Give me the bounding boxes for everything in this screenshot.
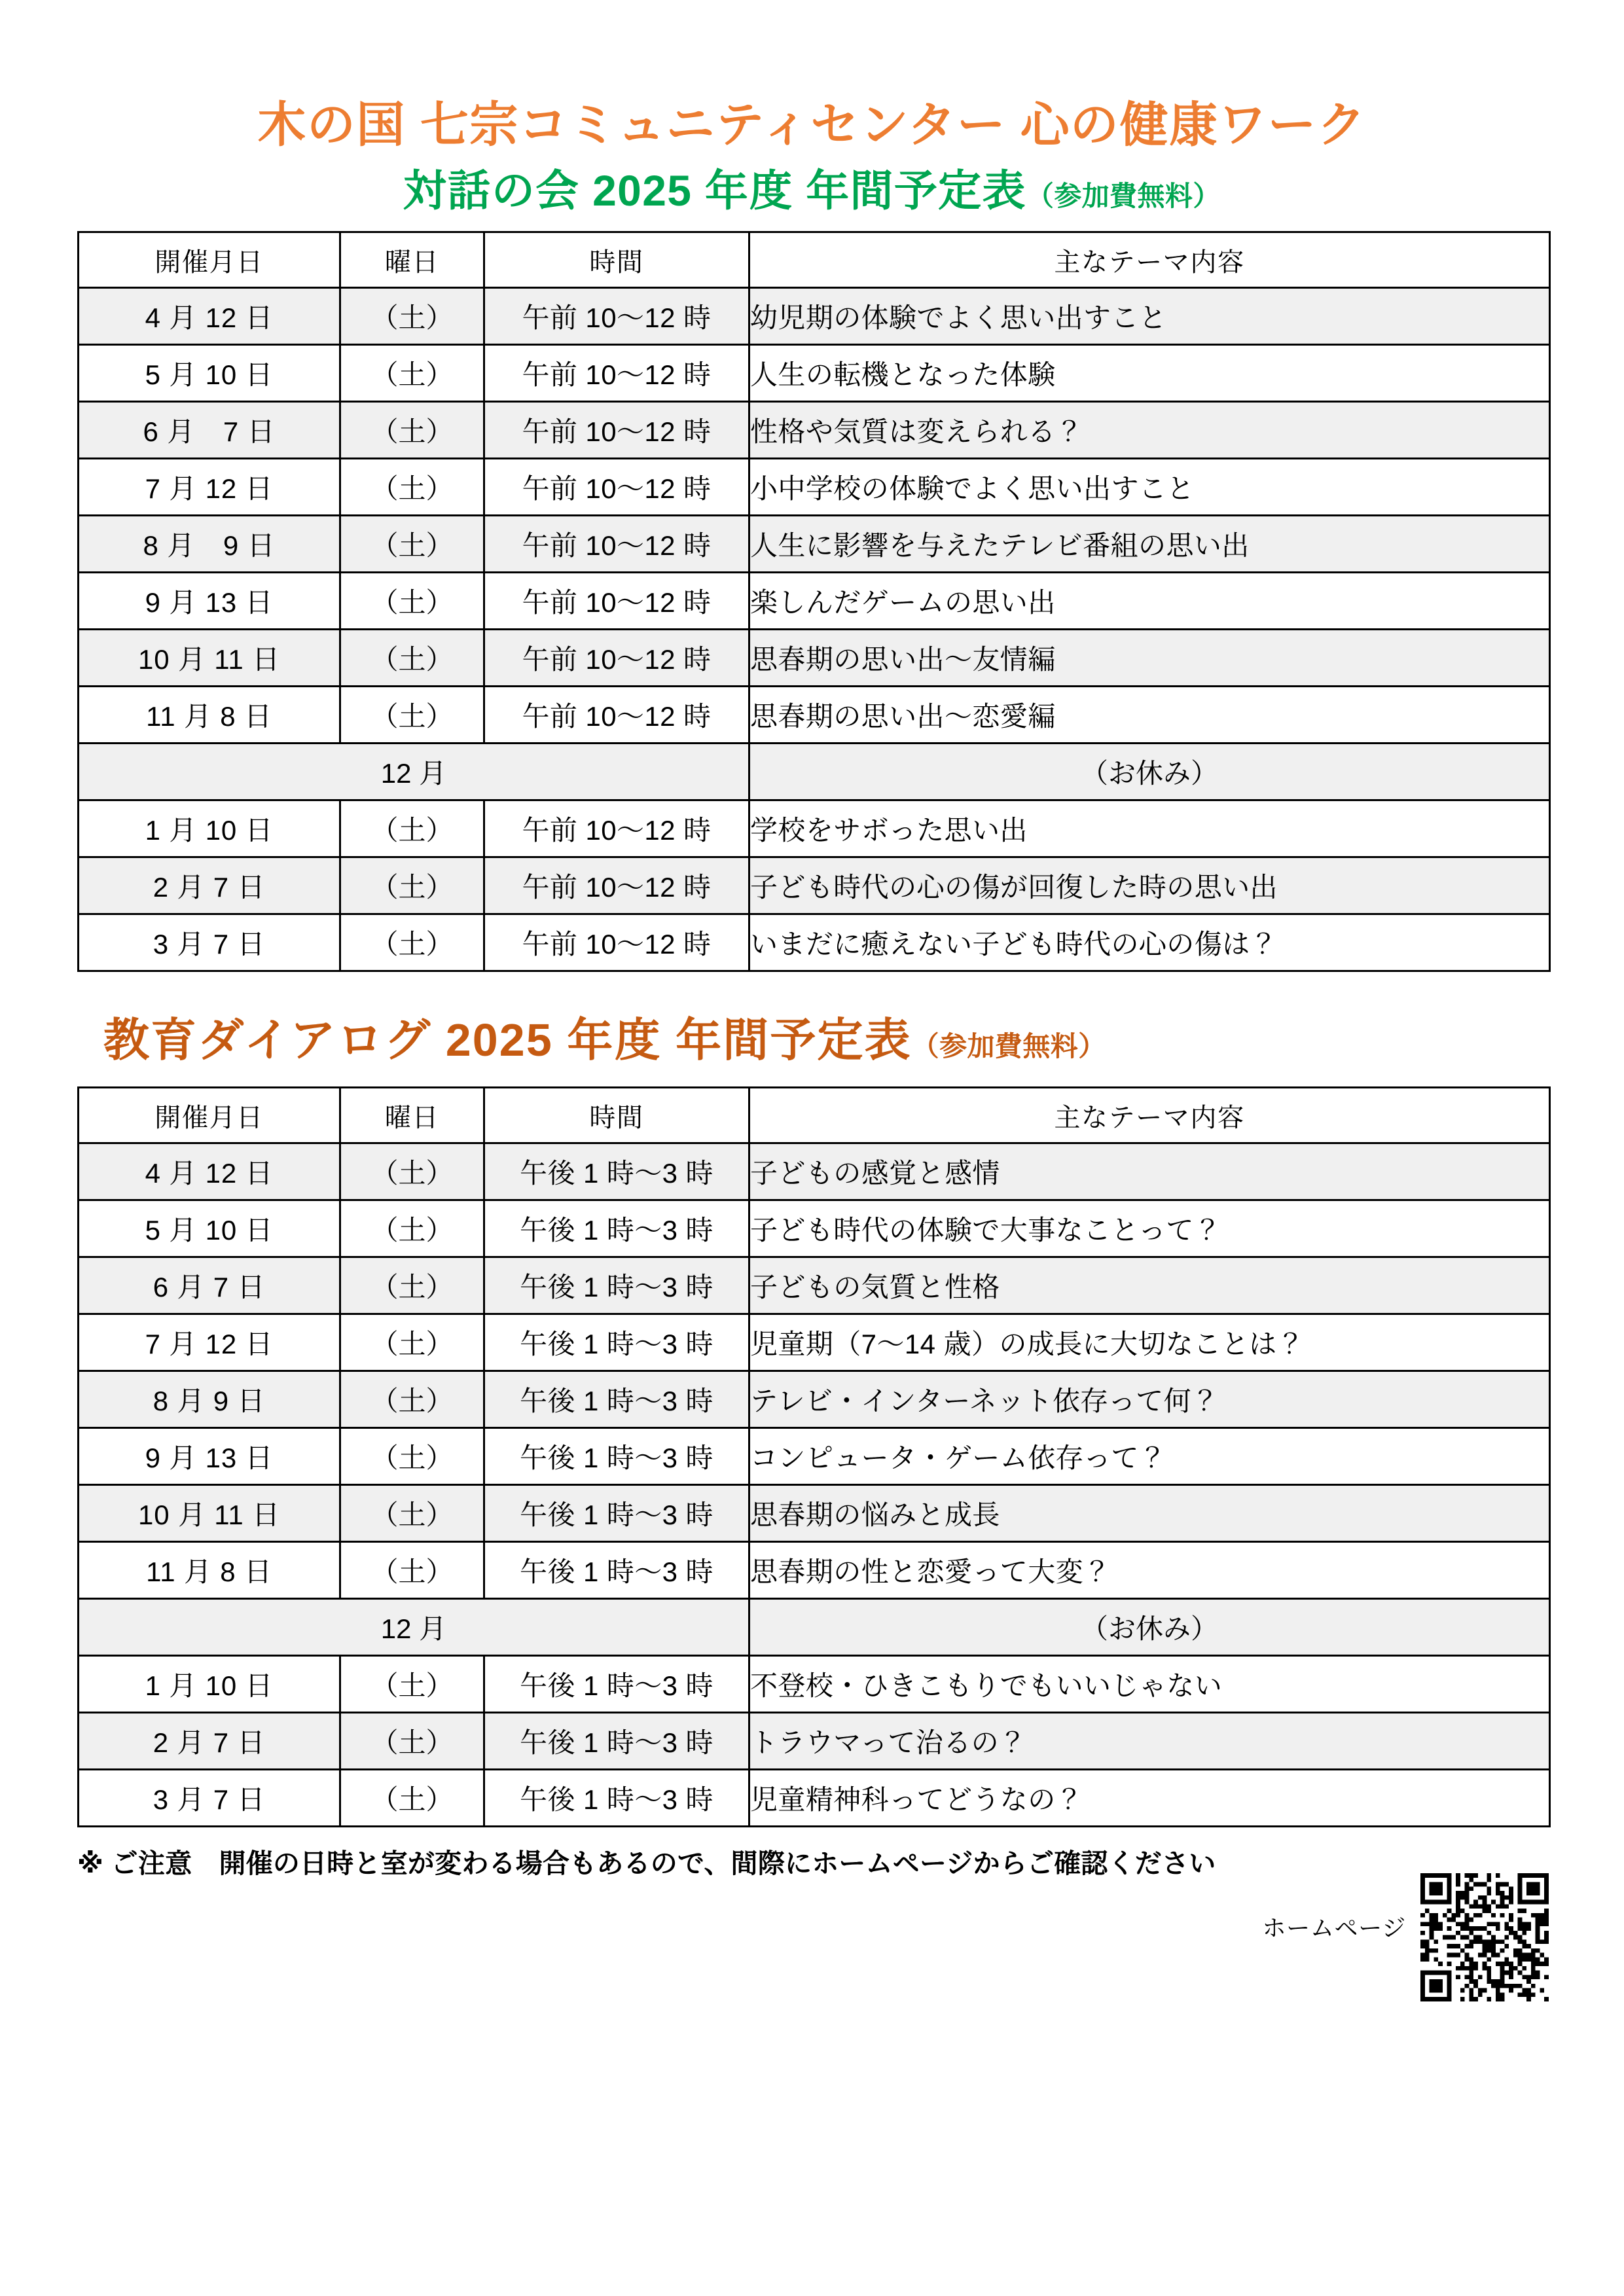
cell-theme: 楽しんだゲームの思い出: [749, 573, 1550, 630]
cell-time: 午前 10〜12 時: [484, 687, 749, 744]
cell-theme: 思春期の悩みと成長: [749, 1485, 1550, 1542]
cell-time: 午後 1 時〜3 時: [484, 1485, 749, 1542]
cell-theme: 児童精神科ってどうなの？: [749, 1770, 1550, 1827]
cell-dow: （土）: [340, 459, 484, 516]
cell-time: 午前 10〜12 時: [484, 800, 749, 857]
cell-time: 午前 10〜12 時: [484, 914, 749, 971]
cell-date: 7 月 12 日: [79, 1314, 340, 1371]
cell-time: 午前 10〜12 時: [484, 630, 749, 687]
table-row: [79, 1257, 1550, 1314]
cell-date: 11 月 8 日: [79, 687, 340, 744]
cell-break-month: 12 月: [79, 1599, 749, 1656]
cell-dow: （土）: [340, 1143, 484, 1200]
page-title: 木の国 七宗コミュニティセンター 心の健康ワーク: [257, 98, 1367, 152]
cell-time: 午前 10〜12 時: [484, 516, 749, 573]
cell-dow: （土）: [340, 345, 484, 402]
cell-dow: （土）: [340, 1656, 484, 1713]
table-row: [79, 1542, 1550, 1599]
cell-dow: （土）: [340, 1428, 484, 1485]
schedule-table-kyoiku: [77, 1086, 1551, 1827]
cell-theme: 人生に影響を与えたテレビ番組の思い出: [749, 516, 1550, 573]
page-subtitle-line: [77, 167, 1547, 215]
table-row: [79, 800, 1550, 857]
cell-time: 午前 10〜12 時: [484, 402, 749, 459]
cell-time: 午前 10〜12 時: [484, 857, 749, 914]
table-row: [79, 345, 1550, 402]
cell-dow: （土）: [340, 800, 484, 857]
table-row: [79, 1485, 1550, 1542]
cell-time: 午前 10〜12 時: [484, 345, 749, 402]
cell-time: 午前 10〜12 時: [484, 459, 749, 516]
homepage-qr-block: [1262, 1873, 1549, 2001]
column-header-theme: 主なテーマ内容: [749, 232, 1550, 288]
cell-theme: 幼児期の体験でよく思い出すこと: [749, 288, 1550, 345]
cell-theme: 学校をサボった思い出: [749, 800, 1550, 857]
cell-time: 午後 1 時〜3 時: [484, 1428, 749, 1485]
table-row: [79, 1371, 1550, 1428]
cell-theme: コンピュータ・ゲーム依存って？: [749, 1428, 1550, 1485]
cell-theme: トラウマって治るの？: [749, 1713, 1550, 1770]
cell-dow: （土）: [340, 1314, 484, 1371]
cell-theme: 子どもの感覚と感情: [749, 1143, 1550, 1200]
cell-theme: 思春期の性と恋愛って大変？: [749, 1542, 1550, 1599]
column-header-time: 時間: [484, 232, 749, 288]
column-header-dow: 曜日: [340, 1088, 484, 1143]
cell-date: 5 月 10 日: [79, 1200, 340, 1257]
cell-date: 8 月 9 日: [79, 1371, 340, 1428]
cell-time: 午後 1 時〜3 時: [484, 1314, 749, 1371]
table-header-row: [79, 232, 1550, 288]
cell-theme: 子ども時代の心の傷が回復した時の思い出: [749, 857, 1550, 914]
cell-date: 9 月 13 日: [79, 573, 340, 630]
table-row: [79, 1713, 1550, 1770]
cell-date: 6 月 7 日: [79, 1257, 340, 1314]
cell-dow: （土）: [340, 1542, 484, 1599]
cell-dow: （土）: [340, 1257, 484, 1314]
cell-theme: 児童期（7〜14 歳）の成長に大切なことは？: [749, 1314, 1550, 1371]
column-header-date: 開催月日: [79, 232, 340, 288]
cell-time: 午後 1 時〜3 時: [484, 1143, 749, 1200]
column-header-date: 開催月日: [79, 1088, 340, 1143]
cell-theme: 小中学校の体験でよく思い出すこと: [749, 459, 1550, 516]
table-row: [79, 1656, 1550, 1713]
cell-dow: （土）: [340, 402, 484, 459]
cell-date: 3 月 7 日: [79, 914, 340, 971]
cell-date: 4 月 12 日: [79, 288, 340, 345]
homepage-label: ホームページ: [1262, 1914, 1406, 1941]
cell-date: 1 月 10 日: [79, 1656, 340, 1713]
cell-time: 午前 10〜12 時: [484, 288, 749, 345]
cell-date: 4 月 12 日: [79, 1143, 340, 1200]
section2-header-block: [77, 1003, 1547, 1069]
table-row: [79, 573, 1550, 630]
cell-theme: 子どもの気質と性格: [749, 1257, 1550, 1314]
cell-break-theme: （お休み）: [749, 1599, 1550, 1656]
table-row: [79, 459, 1550, 516]
section2-free-note: （参加費無料）: [911, 1031, 1106, 1062]
cell-date: 10 月 11 日: [79, 1485, 340, 1542]
cell-dow: （土）: [340, 630, 484, 687]
notice-text: ※ ご注意 開催の日時と室が変わる場合もあるので、間際にホームページからご確認ください: [77, 1848, 1216, 1879]
cell-theme: 思春期の思い出〜友情編: [749, 630, 1550, 687]
cell-time: 午後 1 時〜3 時: [484, 1200, 749, 1257]
table-row: [79, 1770, 1550, 1827]
table-row: [79, 1428, 1550, 1485]
table-header-row: [79, 1088, 1550, 1143]
cell-theme: 子ども時代の体験で大事なことって？: [749, 1200, 1550, 1257]
footer: [77, 1838, 1549, 2008]
cell-time: 午後 1 時〜3 時: [484, 1713, 749, 1770]
cell-dow: （土）: [340, 516, 484, 573]
cell-time: 午前 10〜12 時: [484, 573, 749, 630]
table-row: [79, 288, 1550, 345]
cell-dow: （土）: [340, 288, 484, 345]
table-row: [79, 857, 1550, 914]
header-block: [77, 0, 1547, 214]
cell-dow: （土）: [340, 1485, 484, 1542]
cell-break-month: 12 月: [79, 744, 749, 800]
cell-date: 2 月 7 日: [79, 1713, 340, 1770]
cell-date: 9 月 13 日: [79, 1428, 340, 1485]
cell-date: 8 月 9 日: [79, 516, 340, 573]
table-row: [79, 914, 1550, 971]
table-row: [79, 687, 1550, 744]
schedule-table-taiwa: [77, 231, 1551, 972]
cell-theme: 人生の転機となった体験: [749, 345, 1550, 402]
cell-time: 午後 1 時〜3 時: [484, 1770, 749, 1827]
cell-theme: 思春期の思い出〜恋愛編: [749, 687, 1550, 744]
cell-theme: テレビ・インターネット依存って何？: [749, 1371, 1550, 1428]
cell-date: 10 月 11 日: [79, 630, 340, 687]
column-header-dow: 曜日: [340, 232, 484, 288]
cell-dow: （土）: [340, 573, 484, 630]
cell-date: 3 月 7 日: [79, 1770, 340, 1827]
cell-dow: （土）: [340, 1200, 484, 1257]
cell-dow: （土）: [340, 687, 484, 744]
table-row: [79, 402, 1550, 459]
cell-theme: いまだに癒えない子ども時代の心の傷は？: [749, 914, 1550, 971]
table-row: [79, 630, 1550, 687]
cell-date: 2 月 7 日: [79, 857, 340, 914]
cell-theme: 性格や気質は変えられる？: [749, 402, 1550, 459]
cell-dow: （土）: [340, 914, 484, 971]
cell-dow: （土）: [340, 1770, 484, 1827]
cell-date: 11 月 8 日: [79, 1542, 340, 1599]
table-row: [79, 1143, 1550, 1200]
cell-date: 6 月 7 日: [79, 402, 340, 459]
cell-dow: （土）: [340, 1713, 484, 1770]
table-row: [79, 516, 1550, 573]
section2-title: 教育ダイアログ 2025 年度 年間予定表: [103, 1014, 912, 1066]
cell-time: 午後 1 時〜3 時: [484, 1257, 749, 1314]
table-row: [79, 1200, 1550, 1257]
cell-date: 5 月 10 日: [79, 345, 340, 402]
cell-time: 午後 1 時〜3 時: [484, 1656, 749, 1713]
column-header-time: 時間: [484, 1088, 749, 1143]
column-header-theme: 主なテーマ内容: [749, 1088, 1550, 1143]
cell-date: 1 月 10 日: [79, 800, 340, 857]
table-row-break: [79, 744, 1550, 800]
cell-time: 午後 1 時〜3 時: [484, 1371, 749, 1428]
table-row: [79, 1314, 1550, 1371]
cell-date: 7 月 12 日: [79, 459, 340, 516]
qr-code-icon[interactable]: [1420, 1873, 1549, 2001]
cell-dow: （土）: [340, 1371, 484, 1428]
table-row-break: [79, 1599, 1550, 1656]
cell-theme: 不登校・ひきこもりでもいいじゃない: [749, 1656, 1550, 1713]
page-subtitle: 対話の会 2025 年度 年間予定表: [403, 166, 1026, 215]
cell-dow: （土）: [340, 857, 484, 914]
cell-break-theme: （お休み）: [749, 744, 1550, 800]
free-participation-note: （参加費無料）: [1026, 180, 1221, 211]
cell-time: 午後 1 時〜3 時: [484, 1542, 749, 1599]
